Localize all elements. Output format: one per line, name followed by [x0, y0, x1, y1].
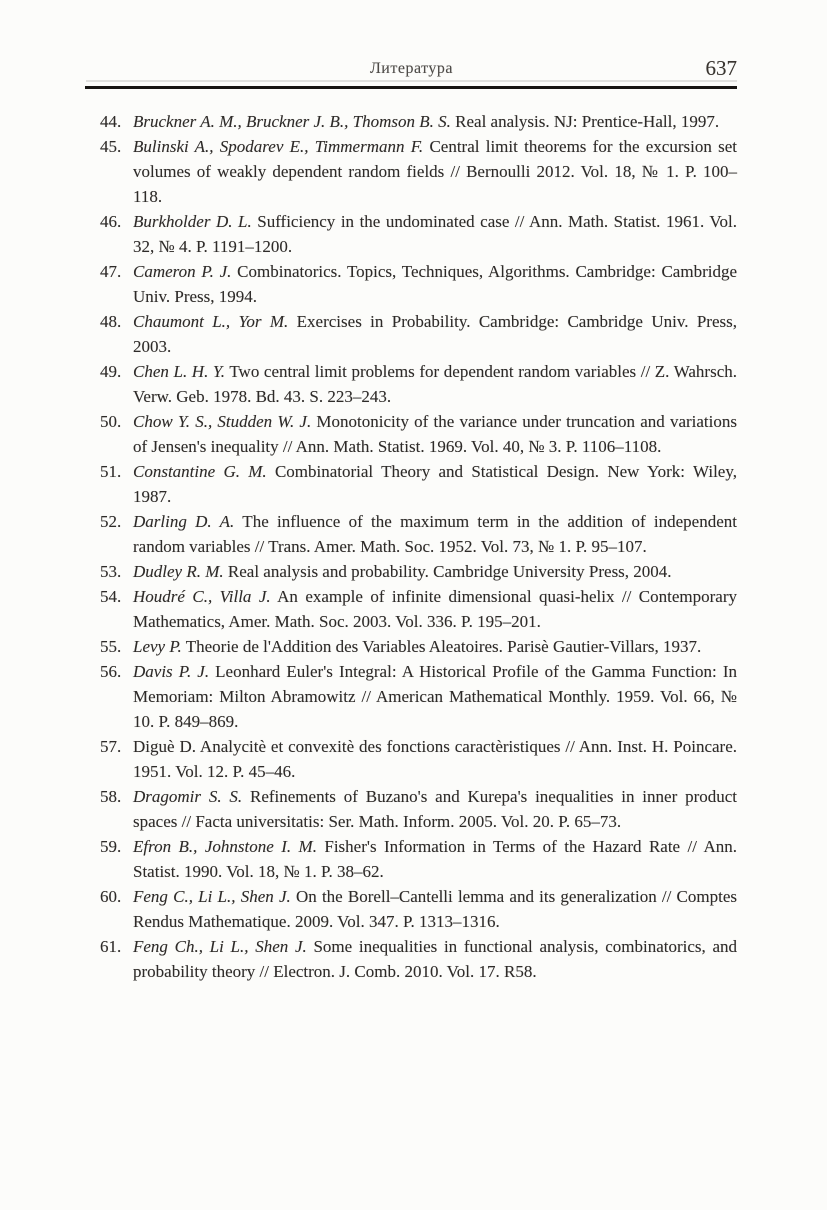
reference-authors: Feng Ch., Li L., Shen J.: [133, 937, 307, 956]
reference-authors: Dudley R. M.: [133, 562, 224, 581]
reference-text: Leonhard Euler's Integral: A Historical Profile of the Gamma Function: In Memoriam: Milton Abramowitz // American Mathematical Monthly. 1959. Vol. 66, № 10. P. 849–869.: [133, 662, 737, 731]
reference-item: [100, 459, 737, 509]
reference-item: [100, 834, 737, 884]
reference-item: [100, 734, 737, 784]
reference-text: Refinements of Buzano's and Kurepa's inequalities in inner product spaces // Facta universitatis: Ser. Math. Inform. 2005. Vol. 20. P. 65–73.: [133, 787, 737, 831]
reference-text: Real analysis and probability. Cambridge University Press, 2004.: [223, 562, 672, 581]
running-head: Литература: [369, 60, 454, 77]
reference-number: 57.: [100, 737, 122, 756]
reference-authors: Burkholder D. L.: [133, 212, 252, 231]
reference-authors: Davis P. J.: [133, 662, 210, 681]
reference-number: 52.: [100, 512, 122, 531]
reference-text: The influence of the maximum term in the addition of independent random variables // Trans. Amer. Math. Soc. 1952. Vol. 73, № 1. P. 95–107.: [133, 512, 737, 556]
reference-item: [100, 559, 737, 584]
reference-item: [100, 109, 737, 134]
reference-authors: Chen L. H. Y.: [133, 362, 226, 381]
reference-authors: Dragomir S. S.: [133, 787, 243, 806]
reference-item: [100, 134, 737, 209]
reference-item: [100, 934, 737, 984]
reference-text: Two central limit problems for dependent random variables // Z. Wahrsch. Verw. Geb. 1978. Bd. 43. S. 223–243.: [133, 362, 737, 406]
page-number: 637: [705, 56, 737, 80]
header-rule-thick: [85, 86, 737, 89]
reference-item: [100, 209, 737, 259]
reference-text: Exercises in Probability. Cambridge: Cambridge Univ. Press, 2003.: [133, 312, 737, 356]
reference-number: 61.: [100, 937, 122, 956]
reference-number: 47.: [100, 262, 122, 281]
reference-item: [100, 509, 737, 559]
reference-authors: Constantine G. M.: [133, 462, 267, 481]
reference-item: [100, 784, 737, 834]
reference-authors: Efron B., Johnstone I. M.: [133, 837, 317, 856]
reference-item: [100, 884, 737, 934]
reference-authors: Chow Y. S., Studden W. J.: [133, 412, 312, 431]
reference-item: [100, 359, 737, 409]
reference-item: [100, 309, 737, 359]
reference-text: An example of infinite dimensional quasi-helix // Contemporary Mathematics, Amer. Math. Soc. 2003. Vol. 336. P. 195–201.: [133, 587, 737, 631]
reference-item: [100, 659, 737, 734]
reference-number: 58.: [100, 787, 122, 806]
reference-number: 48.: [100, 312, 122, 331]
reference-item: [100, 409, 737, 459]
reference-authors: Bulinski A., Spodarev E., Timmermann F.: [133, 137, 424, 156]
reference-authors: Chaumont L., Yor M.: [133, 312, 289, 331]
reference-text: Theorie de l'Addition des Variables Aleatoires. Parisè Gautier-Villars, 1937.: [181, 637, 702, 656]
page-header: [0, 0, 827, 95]
reference-number: 59.: [100, 837, 122, 856]
reference-number: 54.: [100, 587, 122, 606]
reference-text: Sufficiency in the undominated case // Ann. Math. Statist. 1961. Vol. 32, № 4. P. 1191–1200.: [133, 212, 737, 256]
reference-text: Real analysis. NJ: Prentice-Hall, 1997.: [450, 112, 720, 131]
reference-number: 44.: [100, 112, 122, 131]
reference-number: 46.: [100, 212, 122, 231]
reference-text: Fisher's Information in Terms of the Hazard Rate // Ann. Statist. 1990. Vol. 18, № 1. P. 38–62.: [133, 837, 737, 881]
reference-number: 51.: [100, 462, 122, 481]
references-list: [100, 109, 737, 984]
reference-number: 50.: [100, 412, 122, 431]
reference-number: 53.: [100, 562, 122, 581]
reference-authors: Cameron P. J.: [133, 262, 232, 281]
reference-authors: Darling D. A.: [133, 512, 235, 531]
reference-item: [100, 634, 737, 659]
reference-number: 45.: [100, 137, 122, 156]
reference-text: Diguè D. Analycitè et convexitè des fonctions caractèristiques // Ann. Inst. H. Poincare. 1951. Vol. 12. P. 45–46.: [133, 737, 737, 781]
reference-number: 60.: [100, 887, 122, 906]
reference-text: On the Borell–Cantelli lemma and its generalization // Comptes Rendus Mathematique. 2009. Vol. 347. P. 1313–1316.: [133, 887, 737, 931]
reference-item: [100, 259, 737, 309]
reference-text: Monotonicity of the variance under truncation and variations of Jensen's inequality // Ann. Math. Statist. 1969. Vol. 40, № 3. P. 1106–1108.: [133, 412, 737, 456]
reference-number: 49.: [100, 362, 122, 381]
reference-authors: Feng C., Li L., Shen J.: [133, 887, 291, 906]
reference-number: 56.: [100, 662, 122, 681]
reference-text: Central limit theorems for the excursion set volumes of weakly dependent random fields // Bernoulli 2012. Vol. 18, № 1. P. 100–118.: [133, 137, 737, 206]
header-rule-thin: [86, 80, 737, 82]
reference-number: 55.: [100, 637, 122, 656]
reference-text: Combinatorics. Topics, Techniques, Algorithms. Cambridge: Cambridge Univ. Press, 1994.: [133, 262, 737, 306]
reference-authors: Bruckner A. M., Bruckner J. B., Thomson B. S.: [133, 112, 451, 131]
reference-item: [100, 584, 737, 634]
reference-authors: Houdré C., Villa J.: [133, 587, 271, 606]
reference-authors: Levy P.: [133, 637, 182, 656]
reference-text: Some inequalities in functional analysis, combinatorics, and probability theory // Electron. J. Comb. 2010. Vol. 17. R58.: [133, 937, 737, 981]
reference-text: Combinatorial Theory and Statistical Design. New York: Wiley, 1987.: [133, 462, 737, 506]
